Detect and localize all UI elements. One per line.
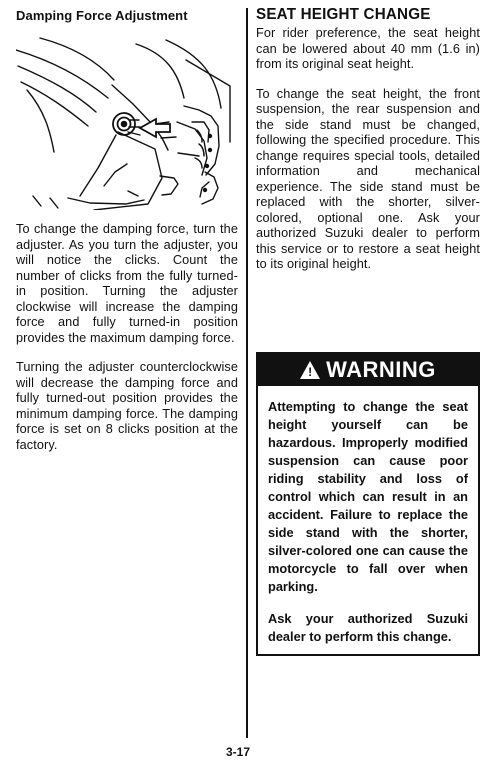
suspension-adjuster-illustration bbox=[16, 32, 238, 210]
column-divider bbox=[246, 8, 248, 738]
warning-title: WARNING bbox=[326, 357, 436, 382]
damping-force-paragraph-2: Turning the adjuster counterclockwise will decrease the damping force and fully turned-out position provides the minimum damping force. The damping force is set on 8 clicks position at the factory. bbox=[16, 360, 238, 452]
suspension-adjuster-drawing bbox=[16, 32, 238, 210]
seat-height-paragraph-2: To change the seat height, the front suspension, the rear suspension and the side stand must be changed, following the specified procedure. This change requires special tools, detailed information and mechanical experience. The side stand must be replaced with the shorter, silver-colored, optional one. Ask your authorized Suzuki dealer to perform this service or to restore a seat height to its original height. bbox=[256, 86, 480, 271]
page-number: 3-17 bbox=[226, 745, 251, 759]
warning-paragraph-1: Attempting to change the seat height yourself can be hazardous. Improperly modified suspension can cause poor riding stability and loss of control which can result in an accident. Failure to replace the side stand with the shorter, silver-colored one can cause the motorcycle to fall over when parking. bbox=[268, 399, 468, 594]
damping-force-heading: Damping Force Adjustment bbox=[16, 8, 188, 23]
warning-body bbox=[258, 386, 478, 646]
seat-height-paragraph-1: For rider preference, the seat height can be lowered about 40 mm (1.6 in) from its original seat height. bbox=[256, 26, 480, 71]
right-column bbox=[256, 8, 480, 287]
damping-force-paragraph-1: To change the damping force, turn the adjuster. As you turn the adjuster, you will notice the clicks. Count the number of clicks from the fully turned-in position. Turning the adjuster clockwise will increase the damping force and fully turned-in position provides the maximum damping force. bbox=[16, 222, 238, 345]
warning-triangle-icon bbox=[300, 361, 320, 379]
warning-paragraph-2: Ask your authorized Suzuki dealer to perform this change. bbox=[268, 611, 468, 644]
left-column bbox=[16, 8, 238, 467]
seat-height-heading: SEAT HEIGHT CHANGE bbox=[256, 6, 431, 23]
warning-box bbox=[256, 352, 480, 656]
warning-header bbox=[258, 354, 478, 386]
